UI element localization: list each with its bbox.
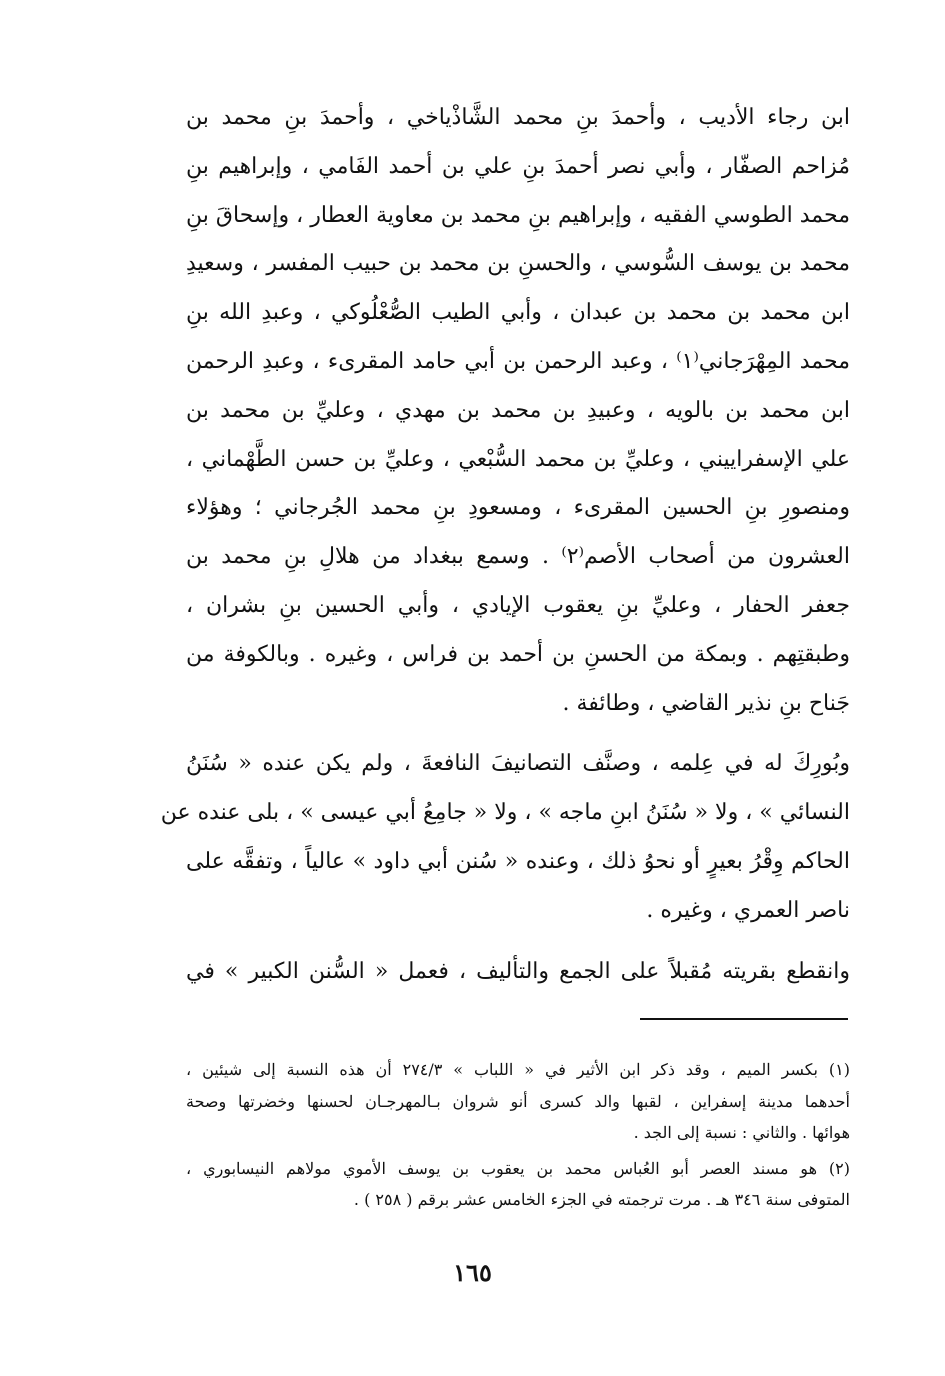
footnote-line: (١) بكسر الميم ، وقد ذكر ابن الأثير في « اللباب » ٢٧٤/٣ أن هذه النسبة إلى شيئين ، bbox=[186, 1060, 850, 1079]
footnote-1 bbox=[186, 1054, 850, 1149]
text-line: العشرون من أصحاب الأصم⁽٢⁾ . وسمع ببغداد من هلالِ بنِ محمد بن bbox=[186, 544, 850, 570]
text-line: النسائي » ، ولا « سُنَنُ ابنِ ماجه » ، ولا « جامِعُ أبي عيسى » ، بلى عنده عن bbox=[160, 800, 850, 826]
footnote-line: (٢) هو مسند العصر أبو العُباس محمد بن يعقوب بن يوسف الأموي مولاهم النيسابوري ، bbox=[186, 1158, 850, 1178]
text-line: ومنصورِ بنِ الحسين المقرىء ، ومسعودِ بنِ محمد الجُرجاني ؛ وهؤلاء bbox=[186, 495, 850, 521]
main-text bbox=[160, 94, 850, 996]
text-line: ابن محمد بن بالويه ، وعبيدِ بن محمد بن مهدي ، وعليِّ بن محمد بن bbox=[186, 397, 850, 423]
footnote-separator bbox=[640, 1018, 848, 1020]
footnote-line: المتوفى سنة ٣٤٦ هـ . مرت ترجمته في الجزء الخامس عشر برقم ( ٢٥٨ ) . bbox=[353, 1190, 850, 1209]
text-line: محمد الطوسي الفقيه ، وإبراهيم بنِ محمد بن معاوية العطار ، وإسحاقَ بنِ bbox=[186, 202, 850, 228]
text-line: جَناح بنِ نذير القاضي ، وطائفة . bbox=[562, 690, 850, 716]
text-line: محمد بن يوسف السُّوسي ، والحسنِ بن محمد بن حبيب المفسر ، وسعيدِ bbox=[186, 251, 850, 277]
text-line: مُزاحم الصفّار ، وأبي نصر أحمدَ بنِ علي بن أحمد الفَامي ، وإبراهيم بنِ bbox=[186, 153, 850, 179]
text-line: علي الإسفراييني ، وعليِّ بن محمد السُّبْعي ، وعليِّ بن حسن الطَّهْماني ، bbox=[186, 446, 850, 472]
text-line: الحاكم وِقْرُ بعيرٍ أو نحوُ ذلك ، وعنده « سُنن أبي داود » عالياً ، وتفقَّه على bbox=[186, 848, 850, 874]
text-line: ابن محمد بن محمد بن عبدان ، وأبي الطيب الصُّعْلُوكي ، وعبدِ الله بنِ bbox=[186, 300, 850, 326]
text-line: محمد المِهْرَجاني⁽١⁾ ، وعبد الرحمن بن أبي حامد المقرىء ، وعبدِ الرحمن bbox=[186, 348, 850, 374]
text-line: ناصر العمري ، وغيره . bbox=[646, 897, 850, 923]
text-line: جعفر الحفار ، وعليِّ بنِ يعقوب الإيادي ، وأبي الحسين بنِ بشران ، bbox=[186, 592, 850, 618]
paragraph-2 bbox=[160, 740, 850, 935]
footnote-2 bbox=[186, 1153, 850, 1216]
paragraph-spacer bbox=[186, 728, 850, 740]
text-line: وانقطع بقريته مُقبلاً على الجمع والتأليف ، فعمل « السُّنن الكبير » في bbox=[186, 958, 850, 984]
footnote-line: أحدهما مدينة إسفراين ، لقبها والد كسرى أنو شروان بـالمهرجـان لحسنها وخضرتها وصحة bbox=[186, 1091, 850, 1111]
footnote-line: هوائها . والثاني : نسبة إلى الجد . bbox=[633, 1123, 850, 1142]
text-line: ابن رجاء الأديب ، وأحمدَ بنِ محمد الشَّاذْياخي ، وأحمدَ بنِ محمد بن bbox=[186, 105, 850, 130]
text-line: وبُورِكَ له في عِلمه ، وصنَّف التصانيفَ النافعةَ ، ولم يكن عنده « سُنَنُ bbox=[186, 751, 850, 777]
footnotes bbox=[186, 1054, 850, 1216]
page-number: ١٦٥ bbox=[453, 1258, 492, 1287]
paragraph-spacer bbox=[186, 936, 850, 948]
paragraph-1 bbox=[186, 94, 850, 728]
paragraph-3 bbox=[186, 948, 850, 997]
text-line: وطبقتِهم . وبمكة من الحسنِ بن أحمد بن فراس ، وغيره . وبالكوفة من bbox=[186, 641, 850, 667]
